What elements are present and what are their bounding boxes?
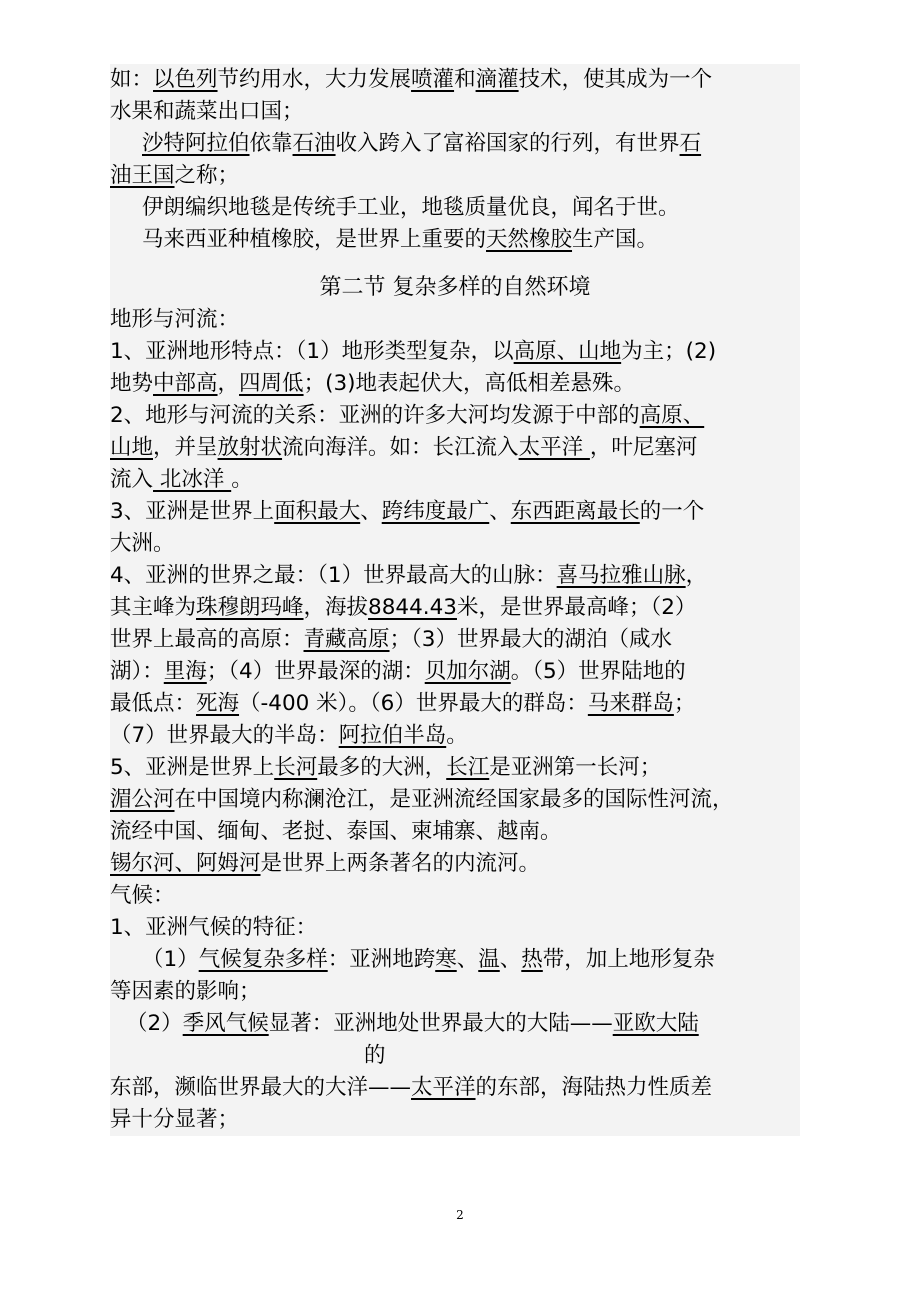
underlined-term: 沙特阿拉伯	[142, 131, 250, 156]
item2-line2	[110, 432, 800, 464]
text: （2）	[126, 1011, 183, 1036]
text: 依靠	[249, 131, 293, 156]
item1-line1	[110, 336, 800, 368]
item4-line1	[110, 560, 800, 592]
text: 在中国境内称澜沧江，是亚洲流经国家最多的国际性河流，	[174, 787, 734, 812]
underlined-term: 里海	[163, 659, 207, 684]
text: 湖）：	[110, 659, 164, 684]
underlined-term: 死海	[196, 691, 240, 716]
text: 其主峰为	[110, 595, 197, 620]
text: 1、亚洲地形特点：（1）地形类型复杂，以	[110, 339, 514, 364]
underlined-term: 四周低	[239, 371, 304, 396]
paragraph-saudi-line2	[110, 160, 800, 192]
underlined-term: 珠穆朗玛峰	[196, 595, 304, 620]
underlined-term: 石油	[292, 131, 336, 156]
underlined-term: 湄公河	[110, 787, 175, 812]
text: 。	[231, 467, 253, 492]
text: 节约用水，大力发展	[217, 67, 412, 92]
underlined-term: 高原、	[639, 403, 705, 428]
underlined-term: 油王国	[110, 163, 175, 188]
text: ：亚洲地跨	[327, 947, 436, 972]
text: 、	[489, 499, 511, 524]
text: 地势	[110, 371, 154, 396]
text: 带，加上地形复杂	[542, 947, 715, 972]
text: 是世界上两条著名的内流河。	[260, 851, 541, 876]
item2-line3	[110, 464, 800, 496]
item5-line2	[110, 784, 800, 816]
text: 流入	[110, 467, 154, 492]
underlined-term: 北冰洋	[153, 467, 232, 492]
underlined-term: 8844.43	[368, 595, 457, 620]
underlined-term: 温	[478, 947, 500, 972]
underlined-term: 长河	[274, 755, 318, 780]
text: 如：	[110, 67, 154, 92]
text: 收入跨入了富裕国家的行列，有世界	[335, 131, 680, 156]
paragraph-israel-line1	[110, 64, 800, 96]
text: 的一个	[639, 499, 705, 524]
text: 、	[360, 499, 382, 524]
underlined-term: 寒	[435, 947, 457, 972]
text: 是亚洲第一长河；	[489, 755, 662, 780]
underlined-term: 以色列	[153, 67, 218, 92]
underlined-term: 季风气候	[182, 1011, 269, 1036]
text: （-400 米）。（6）世界最大的群岛：	[239, 691, 588, 716]
underlined-term: 马来群岛	[587, 691, 674, 716]
item5-line1	[110, 752, 800, 784]
paragraph-malaysia	[110, 224, 800, 256]
text: 、	[499, 947, 522, 972]
underlined-term: 中部高	[153, 371, 218, 396]
text: ；（3）世界最大的湖泊（咸水	[389, 627, 672, 652]
text: （7）世界最大的半岛：	[110, 723, 339, 748]
underlined-term: 亚欧大陆	[612, 1011, 699, 1036]
text: ，海拔	[303, 595, 369, 620]
underlined-term: 喜马拉雅山脉	[556, 563, 686, 588]
climate-line3	[110, 1008, 800, 1040]
item4-line5	[110, 688, 800, 720]
underlined-term: 热	[521, 947, 543, 972]
item2-line1	[110, 400, 800, 432]
underlined-term: 太平洋	[518, 435, 590, 460]
item1-line2	[110, 368, 800, 400]
text: 5、亚洲是世界上	[110, 755, 275, 780]
text: ；(3)地表起伏大，高低相差悬殊。	[303, 371, 636, 396]
paragraph-israel-line2: 水果和蔬菜出口国；	[110, 99, 304, 124]
underlined-term: 喷灌	[411, 67, 455, 92]
climate-line2: 等因素的影响；	[110, 979, 261, 1004]
text: ，	[685, 563, 708, 588]
underlined-term: 石	[679, 131, 702, 156]
climate-line0: 1、亚洲气候的特征：	[110, 915, 318, 940]
section-title: 第二节 复杂多样的自然环境	[319, 275, 591, 300]
item4-line2	[110, 592, 800, 624]
text: 米，是世界最高峰；（2）	[456, 595, 697, 620]
text: ，叶尼塞河	[589, 435, 698, 460]
underlined-term: 天然橡胶	[486, 227, 573, 252]
text: ；	[673, 691, 696, 716]
text: 。（5）世界陆地的	[510, 659, 686, 684]
text: 世界上最高的高原：	[110, 627, 304, 652]
underlined-term: 贝加尔湖	[424, 659, 511, 684]
underlined-term: 锡尔河、阿姆河	[110, 851, 261, 876]
underlined-term: 山地	[110, 435, 154, 460]
underlined-term: 青藏高原	[303, 627, 390, 652]
underlined-term: 面积最大	[274, 499, 361, 524]
text: 显著：亚洲地处世界最大的大陆——	[268, 1011, 613, 1036]
climate-line3b: 的	[364, 1043, 386, 1068]
paragraph-saudi-line1	[110, 128, 800, 160]
text: ；（4）世界最深的湖：	[206, 659, 425, 684]
subheading-climate: 气候：	[110, 883, 175, 908]
underlined-term: 太平洋	[411, 1075, 476, 1100]
text-body	[110, 64, 800, 1136]
underlined-term: 阿拉伯半岛	[338, 723, 447, 748]
climate-line1	[110, 944, 800, 976]
text: 技术，使其成为一个	[518, 67, 713, 92]
item5-line4	[110, 848, 800, 880]
text: 3、亚洲是世界上	[110, 499, 275, 524]
text: 4、亚洲的世界之最：（1）世界最高大的山脉：	[110, 563, 557, 588]
page-number: 2	[456, 1208, 464, 1222]
underlined-term: 气候复杂多样	[198, 947, 328, 972]
text: 为主；(2)	[621, 339, 717, 364]
text: ，	[217, 371, 240, 396]
text: 最低点：	[110, 691, 197, 716]
item3-line2: 大洲。	[110, 531, 175, 556]
climate-line4	[110, 1072, 800, 1104]
text: 。	[446, 723, 468, 748]
climate-line5: 异十分显著；	[110, 1107, 240, 1132]
item4-line3	[110, 624, 800, 656]
subheading-landform: 地形与河流：	[110, 307, 240, 332]
underlined-term: 放射状	[217, 435, 283, 460]
item5-line3: 流经中国、缅甸、老挝、泰国、柬埔寨、越南。	[110, 819, 562, 844]
text: （1）	[142, 947, 199, 972]
underlined-term: 东西距离最长	[510, 499, 640, 524]
item3-line1	[110, 496, 800, 528]
underlined-term: 高原、山地	[513, 339, 622, 364]
item4-line6	[110, 720, 800, 752]
underlined-term: 长江	[446, 755, 490, 780]
text: 生产国。	[572, 227, 659, 252]
underlined-term: 滴灌	[475, 67, 519, 92]
text: 流向海洋。如：长江流入	[282, 435, 519, 460]
item4-line4	[110, 656, 800, 688]
underlined-term: 跨纬度最广	[381, 499, 490, 524]
text: ，并呈	[153, 435, 218, 460]
text: 的东部，海陆热力性质差	[475, 1075, 713, 1100]
text: 之称；	[174, 163, 240, 188]
text: 马来西亚种植橡胶，是世界上重要的	[142, 227, 487, 252]
text: 最多的大洲，	[317, 755, 447, 780]
paragraph-iran: 伊朗编织地毯是传统手工业，地毯质量优良，闻名于世。	[142, 195, 680, 220]
text: 和	[454, 67, 476, 92]
text: 东部，濒临世界最大的大洋——	[110, 1075, 412, 1100]
text: 2、地形与河流的关系：亚洲的许多大河均发源于中部的	[110, 403, 640, 428]
text: 、	[456, 947, 479, 972]
